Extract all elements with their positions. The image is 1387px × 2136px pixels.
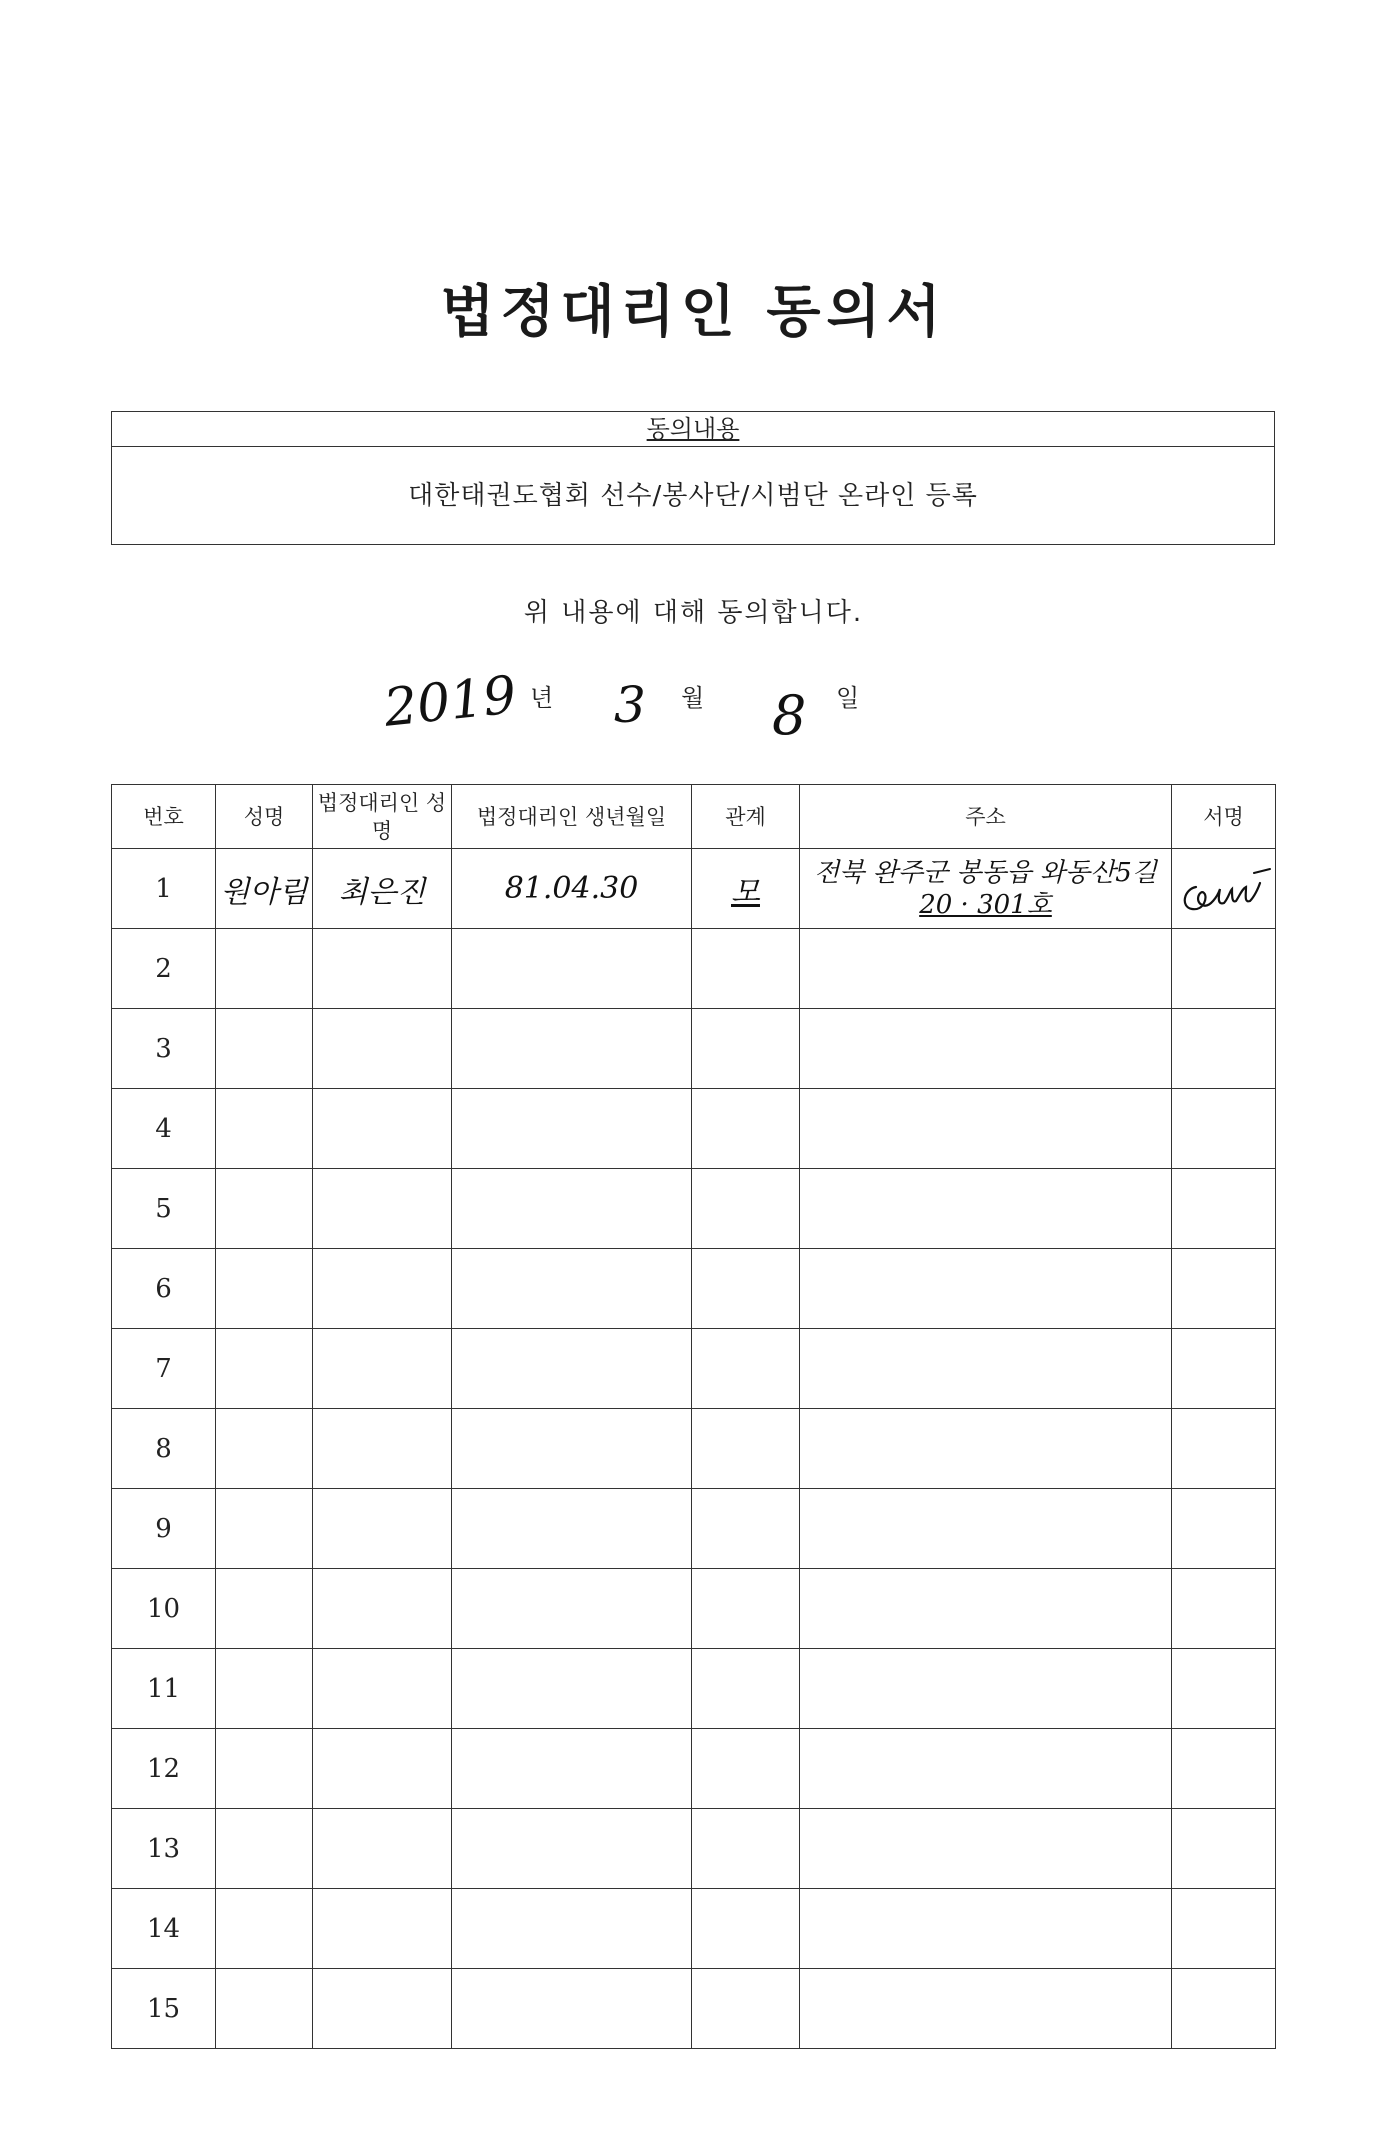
guardian-cell — [313, 1089, 452, 1169]
relation-cell — [692, 1569, 800, 1649]
name-cell — [216, 1409, 313, 1489]
header-signature: 서명 — [1172, 785, 1276, 849]
header-address: 주소 — [800, 785, 1172, 849]
address-cell — [800, 1729, 1172, 1809]
handwritten-address — [800, 857, 1171, 921]
name-cell — [216, 1089, 313, 1169]
relation-cell — [692, 1809, 800, 1889]
header-number: 번호 — [112, 785, 216, 849]
relation-cell — [692, 1489, 800, 1569]
guardian-cell — [313, 1009, 452, 1089]
header-guardian-birth: 법정대리인 생년월일 — [452, 785, 692, 849]
birth-cell — [452, 1729, 692, 1809]
birth-cell — [452, 1809, 692, 1889]
birth-cell — [452, 1089, 692, 1169]
header-guardian-name: 법정대리인 성명 — [313, 785, 452, 849]
table-row — [112, 849, 1276, 929]
row-number: 14 — [112, 1889, 216, 1969]
guardian-cell — [313, 1729, 452, 1809]
relation-cell — [692, 1089, 800, 1169]
birth-cell — [452, 849, 692, 929]
birth-cell — [452, 1249, 692, 1329]
signature-cell — [1172, 849, 1276, 929]
name-cell — [216, 1249, 313, 1329]
consent-body: 대한태권도협회 선수/봉사단/시범단 온라인 등록 — [408, 481, 978, 511]
name-cell — [216, 1649, 313, 1729]
handwritten-signature — [1174, 859, 1274, 919]
birth-cell — [452, 1969, 692, 2049]
relation-cell — [692, 1329, 800, 1409]
table-row — [112, 1009, 1276, 1089]
birth-cell — [452, 1409, 692, 1489]
table-row — [112, 1329, 1276, 1409]
signature-cell — [1172, 1569, 1276, 1649]
table-row — [112, 1489, 1276, 1569]
consent-box — [111, 411, 1275, 545]
guardian-cell — [313, 1489, 452, 1569]
row-number: 8 — [112, 1409, 216, 1489]
date-month-label: 월 — [681, 684, 705, 712]
birth-cell — [452, 1009, 692, 1089]
guardian-cell — [313, 1969, 452, 2049]
guardian-cell — [313, 1329, 452, 1409]
date-month: 3 — [614, 676, 646, 734]
guardian-cell — [313, 1809, 452, 1889]
consent-header: 동의내용 — [112, 412, 1274, 447]
row-number: 10 — [112, 1569, 216, 1649]
row-number: 5 — [112, 1169, 216, 1249]
signature-cell — [1172, 1729, 1276, 1809]
date-year: 2019 — [381, 665, 520, 739]
handwritten-birth: 81.04.30 — [504, 871, 639, 906]
guardian-cell — [313, 1649, 452, 1729]
header-name: 성명 — [216, 785, 313, 849]
date-day-label: 일 — [836, 684, 860, 712]
handwritten-relation: 모 — [731, 874, 760, 910]
name-cell — [216, 1569, 313, 1649]
birth-cell — [452, 1889, 692, 1969]
row-number: 1 — [112, 849, 216, 929]
table-row — [112, 1089, 1276, 1169]
signature-cell — [1172, 1809, 1276, 1889]
row-number: 2 — [112, 929, 216, 1009]
row-number: 7 — [112, 1329, 216, 1409]
name-cell — [216, 1169, 313, 1249]
name-cell — [216, 849, 313, 929]
address-cell — [800, 1009, 1172, 1089]
relation-cell — [692, 849, 800, 929]
address-cell — [800, 1969, 1172, 2049]
signature-cell — [1172, 1649, 1276, 1729]
birth-cell — [452, 1569, 692, 1649]
table-row — [112, 1809, 1276, 1889]
address-line-2: 20 · 301호 — [919, 889, 1052, 920]
birth-cell — [452, 1489, 692, 1569]
row-number: 6 — [112, 1249, 216, 1329]
relation-cell — [692, 929, 800, 1009]
guardian-cell — [313, 1169, 452, 1249]
guardian-cell — [313, 1249, 452, 1329]
row-number: 4 — [112, 1089, 216, 1169]
document-title: 법정대리인 동의서 — [440, 279, 947, 345]
relation-cell — [692, 1249, 800, 1329]
address-cell — [800, 1409, 1172, 1489]
birth-cell — [452, 1169, 692, 1249]
address-cell — [800, 1649, 1172, 1729]
relation-cell — [692, 1729, 800, 1809]
address-cell — [800, 929, 1172, 1009]
signature-cell — [1172, 929, 1276, 1009]
row-number: 12 — [112, 1729, 216, 1809]
address-cell — [800, 1169, 1172, 1249]
name-cell — [216, 1009, 313, 1089]
name-cell — [216, 1889, 313, 1969]
relation-cell — [692, 1649, 800, 1729]
address-line-1: 전북 완주군 봉동읍 와동산5길 — [814, 857, 1157, 888]
date-line — [0, 665, 1387, 752]
date-year-label: 년 — [530, 684, 554, 712]
row-number: 15 — [112, 1969, 216, 2049]
birth-cell — [452, 929, 692, 1009]
address-cell — [800, 1489, 1172, 1569]
address-cell — [800, 849, 1172, 929]
address-cell — [800, 1889, 1172, 1969]
signature-cell — [1172, 1089, 1276, 1169]
address-cell — [800, 1329, 1172, 1409]
table-row — [112, 1649, 1276, 1729]
table-row — [112, 929, 1276, 1009]
name-cell — [216, 1729, 313, 1809]
guardian-cell — [313, 849, 452, 929]
relation-cell — [692, 1409, 800, 1489]
address-cell — [800, 1569, 1172, 1649]
signature-cell — [1172, 1889, 1276, 1969]
name-cell — [216, 1969, 313, 2049]
relation-cell — [692, 1009, 800, 1089]
guardian-cell — [313, 1889, 452, 1969]
relation-cell — [692, 1889, 800, 1969]
guardian-cell — [313, 1569, 452, 1649]
table-row — [112, 1249, 1276, 1329]
signature-cell — [1172, 1969, 1276, 2049]
address-cell — [800, 1809, 1172, 1889]
name-cell — [216, 1489, 313, 1569]
guardian-cell — [313, 1409, 452, 1489]
table-row — [112, 1969, 1276, 2049]
row-number: 3 — [112, 1009, 216, 1089]
birth-cell — [452, 1329, 692, 1409]
signature-cell — [1172, 1409, 1276, 1489]
signature-cell — [1172, 1169, 1276, 1249]
signature-cell — [1172, 1249, 1276, 1329]
birth-cell — [452, 1649, 692, 1729]
table-row — [112, 1889, 1276, 1969]
row-number: 9 — [112, 1489, 216, 1569]
header-relation: 관계 — [692, 785, 800, 849]
table-row — [112, 1409, 1276, 1489]
relation-cell — [692, 1169, 800, 1249]
signature-cell — [1172, 1489, 1276, 1569]
relation-cell — [692, 1969, 800, 2049]
handwritten-guardian: 최은진 — [338, 874, 426, 910]
name-cell — [216, 1809, 313, 1889]
address-cell — [800, 1089, 1172, 1169]
date-day: 8 — [772, 684, 807, 747]
row-number: 13 — [112, 1809, 216, 1889]
table-row — [112, 1729, 1276, 1809]
name-cell — [216, 1329, 313, 1409]
handwritten-name: 원아림 — [220, 874, 308, 910]
signature-cell — [1172, 1329, 1276, 1409]
table-row — [112, 1169, 1276, 1249]
address-cell — [800, 1249, 1172, 1329]
guardian-table — [111, 784, 1276, 2049]
name-cell — [216, 929, 313, 1009]
agree-statement: 위 내용에 대해 동의합니다. — [523, 598, 864, 628]
signature-cell — [1172, 1009, 1276, 1089]
row-number: 11 — [112, 1649, 216, 1729]
guardian-cell — [313, 929, 452, 1009]
table-row — [112, 1569, 1276, 1649]
table-header-row — [112, 785, 1276, 849]
